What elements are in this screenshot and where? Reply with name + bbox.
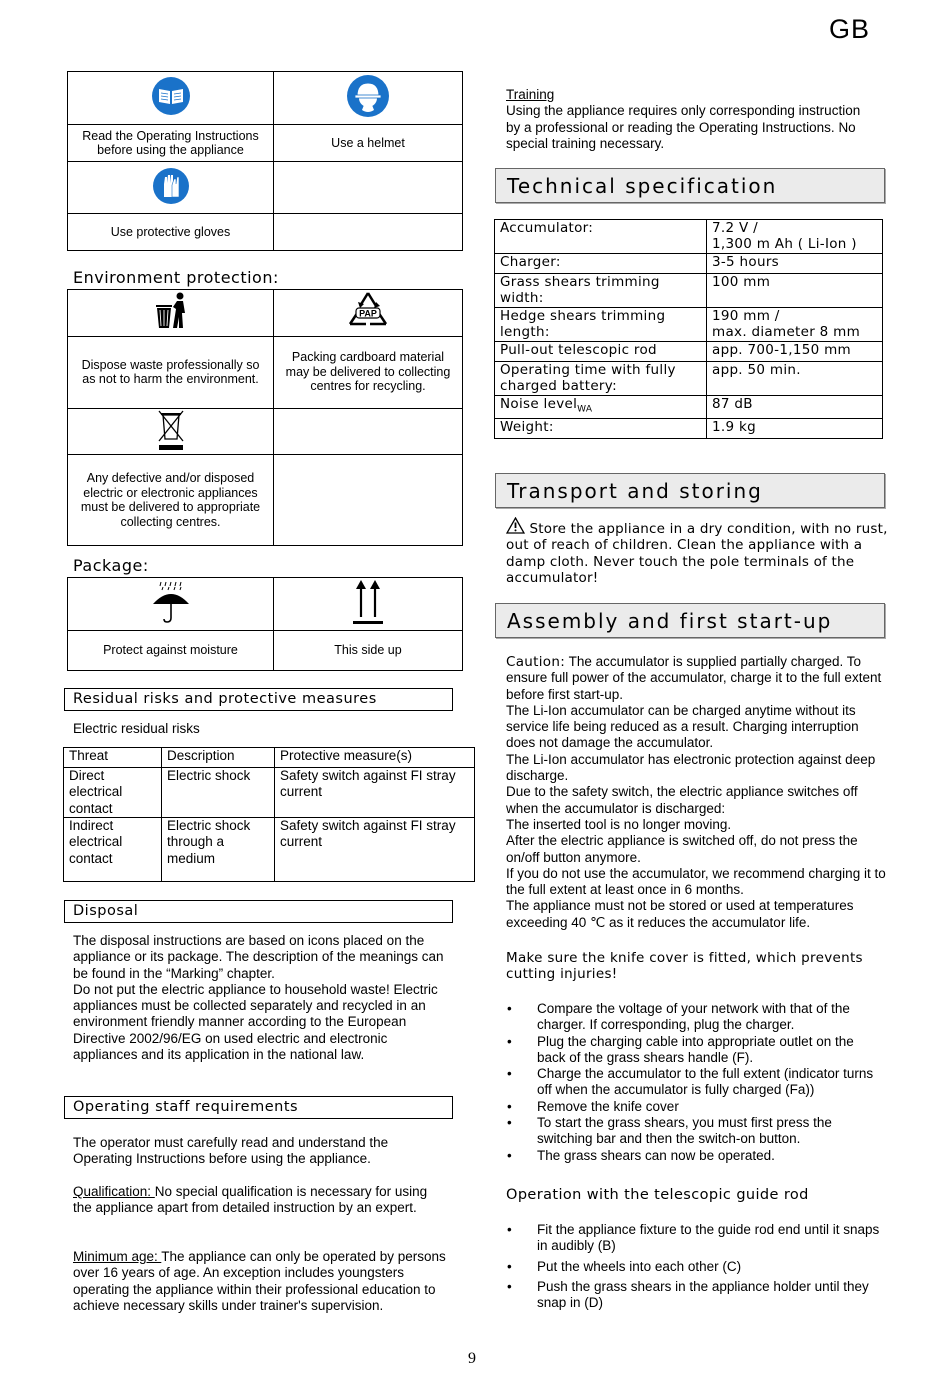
spec-label: Pull-out telescopic rod: [495, 342, 707, 362]
umbrella-icon: [151, 580, 191, 624]
transport-text: Store the appliance in a dry condition, with no rust, out of reach of children. Clean the appliance with a damp cloth. Never touch the pole terminals of the accumulator!: [506, 521, 888, 586]
spec-label: Grass shears trimming width:: [495, 274, 707, 308]
spec-value: 87 dB: [707, 396, 883, 419]
column-header: Protective measure(s): [275, 748, 475, 768]
technical-spec-heading: Technical specification: [495, 168, 885, 203]
spec-value: app. 700-1,150 mm: [707, 342, 883, 362]
table-cell: Electric shock: [162, 768, 275, 818]
list-item: • To start the grass shears, you must first press the switching bar and then the switch-on button.: [505, 1115, 880, 1148]
environment-table: [67, 289, 463, 546]
spec-label: Noise level: [500, 396, 578, 412]
transport-paragraph: [506, 517, 896, 586]
list-item: • Fit the appliance fixture to the guide rod end until it snaps in audibly (B): [505, 1222, 880, 1255]
list-item: • Remove the knife cover: [505, 1099, 880, 1115]
training-text: Using the appliance requires only corresponding instruction by a professional or reading the Operating Instructions. No special training necessary.: [506, 103, 861, 151]
read-manual-icon: [151, 76, 191, 116]
telescopic-heading: Operation with the telescopic guide rod: [506, 1187, 809, 1203]
package-table: [67, 577, 463, 671]
spec-value: 190 mm / max. diameter 8 mm: [707, 308, 883, 342]
caution-text: The accumulator is supplied partially charged. To ensure full power of the accumulator, charge it to the full extent before first start-up. The Li-Ion accumulator can be charged anytime without its service life being reduced as a result. Charging interruption does not damage the accumulator. The Li-Ion accumulator has electronic protection against deep discharge. Due to the safety switch, the electric appliance switches off when the accumulator is discharged: The inserted tool is no longer moving. After the electric appliance is switched off, do not press the on/off button anymore. If you do not use the accumulator, we recommend charging it to the full extent at least once in 6 months. The appliance must not be stored or used at temperatures exceeding 40 ℃ as it reduces the accumulator life.: [506, 654, 886, 930]
defective-appliances-caption: Any defective and/or disposed electric or electronic appliances must be delivered to appropriate collecting centres.: [68, 455, 274, 546]
gloves-icon-cell: [68, 162, 274, 214]
list-item: • Push the grass shears in the appliance holder until they snap in (D): [505, 1279, 880, 1312]
helmet-caption: Use a helmet: [274, 125, 463, 162]
knife-cover-note: Make sure the knife cover is fitted, which prevents cutting injuries!: [506, 950, 863, 983]
residual-risks-table: [63, 747, 475, 882]
training-block: [506, 87, 866, 152]
qualification-paragraph: [73, 1184, 448, 1217]
minimum-age-text: The appliance can only be operated by persons over 16 years of age. An exception includes youngsters operating the appliance within their professional education to achieve necessary skills under trainer's supervision.: [73, 1249, 446, 1313]
table-cell: Direct electrical contact: [64, 768, 162, 818]
dispose-waste-caption: Dispose waste professionally so as not to harm the environment.: [68, 336, 274, 408]
this-side-up-icon: [350, 579, 386, 625]
crossed-bin-icon: [156, 409, 186, 451]
spec-label: Weight:: [495, 418, 707, 438]
telescopic-steps-list: [505, 1222, 880, 1311]
warning-icon: [506, 517, 525, 534]
list-item: • Compare the voltage of your network with that of the charger. If corresponding, plug the charger.: [505, 1001, 880, 1034]
recycle-pap-icon: [346, 290, 390, 332]
moisture-caption: Protect against moisture: [68, 631, 274, 671]
spec-value: 7.2 V / 1,300 m Ah ( Li-Ion ): [707, 220, 883, 254]
read-manual-icon-cell: [68, 72, 274, 125]
arrows-icon-cell: [274, 578, 463, 631]
residual-risks-heading: Residual risks and protective measures: [64, 688, 453, 711]
package-heading: Package:: [73, 556, 149, 575]
gloves-caption: Use protective gloves: [68, 214, 274, 251]
empty-cell: [274, 214, 463, 251]
table-cell: Safety switch against FI stray current: [275, 768, 475, 818]
disposal-text: The disposal instructions are based on icons placed on the appliance or its package. The description of the meanings can be found in the “Marking” chapter. Do not put the electric appliance to household waste! Electric appliances must be collected separately and recycled in an environment friendly manner according to the European Directive 2002/96/EG on used electric and electronic appliances and its application in the national law.: [73, 933, 444, 1063]
caution-label: Caution:: [506, 654, 566, 670]
spec-label-subscript: WA: [577, 404, 593, 415]
spec-value: 100 mm: [707, 274, 883, 308]
empty-cell: [274, 162, 463, 214]
residual-subheading: Electric residual risks: [73, 721, 200, 736]
assembly-caution-paragraph: [506, 654, 886, 931]
environment-heading: Environment protection:: [73, 268, 279, 287]
pap-label: PAP: [359, 308, 377, 319]
spec-label-cell: [495, 396, 707, 419]
read-instructions-caption: Read the Operating Instructions before using the appliance: [68, 125, 274, 162]
minimum-age-paragraph: [73, 1249, 448, 1314]
waste-bin-icon-cell: [68, 290, 274, 337]
empty-cell: [274, 455, 463, 546]
qualification-label: Qualification:: [73, 1184, 155, 1199]
helmet-icon-cell: [274, 72, 463, 125]
spec-label: Accumulator:: [495, 220, 707, 254]
umbrella-icon-cell: [68, 578, 274, 631]
spec-label: Operating time with fully charged battery:: [495, 362, 707, 396]
packing-caption: Packing cardboard material may be delivered to collecting centres for recycling.: [274, 336, 463, 408]
spec-label: Hedge shears trimming length:: [495, 308, 707, 342]
column-header: Threat: [64, 748, 162, 768]
operating-staff-heading: Operating staff requirements: [64, 1096, 453, 1119]
list-item: • The grass shears can now be operated.: [505, 1148, 880, 1164]
spec-label: Charger:: [495, 254, 707, 274]
table-cell: Indirect electrical contact: [64, 818, 162, 882]
list-item: • Charge the accumulator to the full extent (indicator turns off when the accumulator is fully charged (Fa)): [505, 1066, 880, 1099]
helmet-icon: [346, 74, 390, 118]
spec-value: app. 50 min.: [707, 362, 883, 396]
assembly-heading: Assembly and first start-up: [495, 603, 885, 638]
operating-staff-intro: The operator must carefully read and understand the Operating Instructions before using the appliance.: [73, 1135, 389, 1167]
page-label: GB: [829, 14, 871, 44]
minimum-age-label: Minimum age:: [73, 1249, 162, 1264]
empty-cell: [274, 408, 463, 455]
qualification-text: No special qualification is necessary for using the appliance apart from detailed instruction by an expert.: [73, 1184, 428, 1216]
page-number: 9: [468, 1350, 476, 1367]
mandatory-signs-table: [67, 71, 463, 251]
transport-heading: Transport and storing: [495, 473, 885, 508]
disposal-heading: Disposal: [64, 900, 453, 923]
assembly-steps-list: [505, 1001, 880, 1164]
table-cell: Safety switch against FI stray current: [275, 818, 475, 882]
technical-spec-table: [494, 219, 883, 439]
pap-icon-cell: [274, 290, 463, 337]
spec-value: 3-5 hours: [707, 254, 883, 274]
list-item: • Plug the charging cable into appropriate outlet on the back of the grass shears handle (F).: [505, 1034, 880, 1067]
gloves-icon: [152, 167, 190, 205]
training-heading: Training: [506, 87, 555, 102]
table-cell: Electric shock through a medium: [162, 818, 275, 882]
spec-value: 1.9 kg: [707, 418, 883, 438]
weee-icon-cell: [68, 408, 274, 455]
side-up-caption: This side up: [274, 631, 463, 671]
dispose-waste-icon: [151, 291, 191, 331]
column-header: Description: [162, 748, 275, 768]
list-item: • Put the wheels into each other (C): [505, 1259, 880, 1275]
